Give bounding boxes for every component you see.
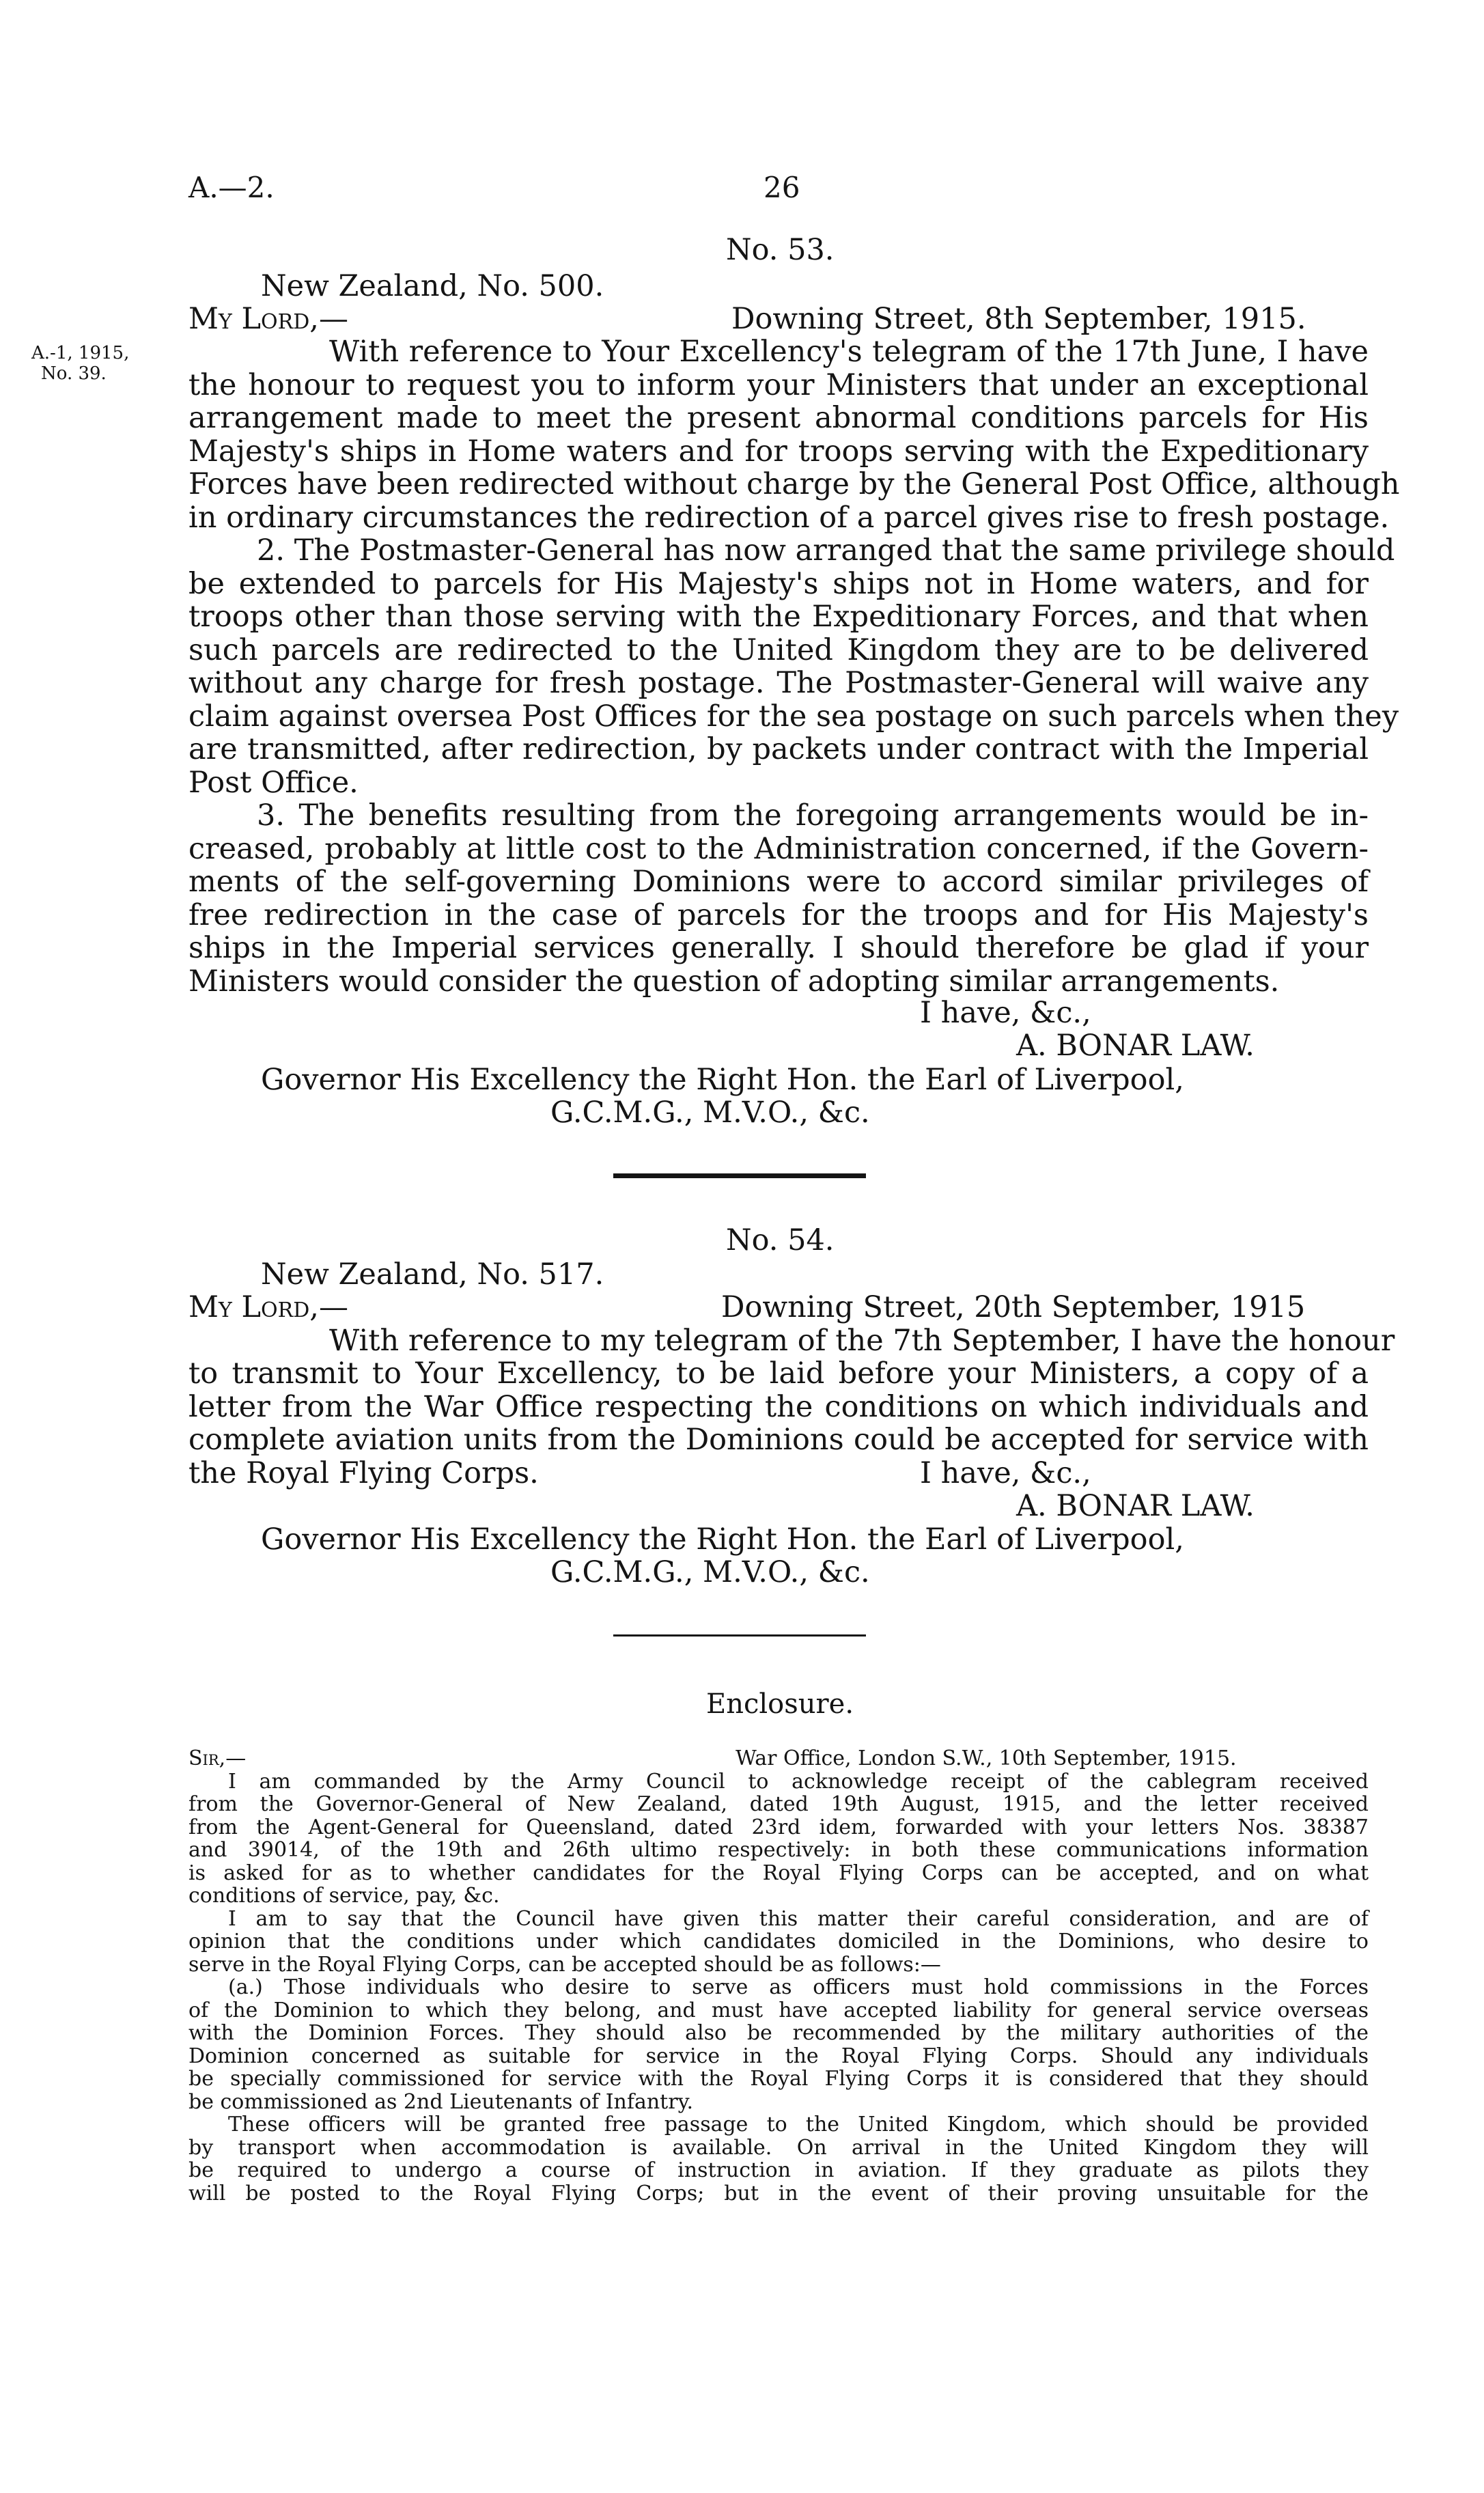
body-line: be commissioned as 2nd Lieutenants of Infantry.: [188, 2090, 694, 2114]
body-line: be extended to parcels for His Majesty's ships not in Home waters, and for: [188, 567, 1369, 601]
body-line: such parcels are redirected to the United Kingdom they are to be delivered: [188, 633, 1369, 667]
body-line: arrangement made to meet the present abnormal conditions parcels for His: [188, 401, 1369, 435]
margin-reference-line: A.-1, 1915,: [31, 343, 130, 363]
body-line: is asked for as to whether candidates for the Royal Flying Corps can be accepted, and on what: [188, 1861, 1369, 1885]
body-line: be required to undergo a course of instruction in aviation. If they graduate as pilots they: [188, 2158, 1369, 2182]
body-line: creased, probably at little cost to the Administration concerned, if the Govern-: [188, 832, 1369, 866]
body-line: the Royal Flying Corps.: [188, 1456, 539, 1490]
enclosure-salutation: Sir,—: [188, 1746, 247, 1770]
letter-54-reference: New Zealand, No. 517.: [261, 1257, 604, 1292]
body-line: by transport when accommodation is available. On arrival in the United Kingdom they will: [188, 2136, 1369, 2160]
letter-53-addressee-honours: G.C.M.G., M.V.O., &c.: [550, 1096, 870, 1130]
letter-54-place-date: Downing Street, 20th September, 1915: [721, 1290, 1306, 1324]
body-line: Ministers would consider the question of adopting similar arrangements.: [188, 964, 1280, 999]
page-number: 26: [764, 171, 800, 204]
letter-54-signature: A. BONAR LAW.: [1016, 1489, 1255, 1523]
body-line: Dominion concerned as suitable for service in the Royal Flying Corps. Should any individuals: [188, 2044, 1369, 2068]
body-line: from the Agent-General for Queensland, dated 23rd idem, forwarded with your letters Nos. 38387: [188, 1815, 1369, 1839]
body-line: in ordinary circumstances the redirection of a parcel gives rise to fresh postage.: [188, 501, 1390, 535]
letter-54-addressee-honours: G.C.M.G., M.V.O., &c.: [550, 1555, 870, 1589]
section-divider: [613, 1173, 866, 1178]
body-line: 3. The benefits resulting from the foregoing arrangements would be in-: [257, 798, 1369, 833]
body-line: conditions of service, pay, &c.: [188, 1884, 500, 1908]
body-line: free redirection in the case of parcels for the troops and for His Majesty's: [188, 898, 1369, 932]
body-line: without any charge for fresh postage. The Postmaster-General will waive any: [188, 666, 1369, 700]
enclosure-title: Enclosure.: [706, 1688, 854, 1720]
series-header: A.—2.: [188, 171, 275, 204]
body-line: Majesty's ships in Home waters and for troops serving with the Expeditionary: [188, 434, 1369, 469]
letter-53-addressee: Governor His Excellency the Right Hon. the Earl of Liverpool,: [261, 1063, 1184, 1097]
letter-54-number: No. 54.: [726, 1223, 835, 1257]
letter-53-number: No. 53.: [726, 233, 835, 267]
body-line: with the Dominion Forces. They should also be recommended by the military authorities of the: [188, 2021, 1369, 2045]
body-line: be specially commissioned for service with the Royal Flying Corps it is considered that they should: [188, 2067, 1369, 2091]
body-line: letter from the War Office respecting the conditions on which individuals and: [188, 1390, 1369, 1424]
letter-54-salutation: My Lord,—: [188, 1290, 348, 1324]
body-line: will be posted to the Royal Flying Corps; but in the event of their proving unsuitable for the: [188, 2182, 1369, 2205]
body-line: of the Dominion to which they belong, and must have accepted liability for general service overseas: [188, 1998, 1369, 2022]
letter-53-signature: A. BONAR LAW.: [1016, 1029, 1255, 1063]
body-line: 2. The Postmaster-General has now arranged that the same privilege should: [257, 533, 1395, 568]
body-line: ships in the Imperial services generally. I should therefore be glad if your: [188, 931, 1369, 965]
body-line: opinion that the conditions under which candidates domiciled in the Dominions, who desire to: [188, 1930, 1369, 1953]
body-line: and 39014, of the 19th and 26th ultimo respectively: in both these communications information: [188, 1838, 1369, 1862]
body-line: serve in the Royal Flying Corps, can be accepted should be as follows:—: [188, 1953, 941, 1977]
section-divider: [613, 1634, 866, 1637]
body-line: Post Office.: [188, 766, 359, 800]
margin-reference: [31, 343, 129, 384]
letter-53-place-date: Downing Street, 8th September, 1915.: [731, 302, 1306, 336]
margin-reference-line: No. 39.: [41, 363, 107, 384]
letter-54-addressee: Governor His Excellency the Right Hon. the Earl of Liverpool,: [261, 1522, 1184, 1557]
enclosure-place-date: War Office, London S.W., 10th September, 1915.: [736, 1746, 1237, 1770]
body-line: to transmit to Your Excellency, to be laid before your Ministers, a copy of a: [188, 1356, 1369, 1391]
body-line: complete aviation units from the Dominions could be accepted for service with: [188, 1423, 1369, 1457]
body-line: With reference to my telegram of the 7th September, I have the honour: [329, 1324, 1395, 1358]
body-line: I am commanded by the Army Council to acknowledge receipt of the cablegram received: [228, 1770, 1369, 1794]
body-line: With reference to Your Excellency's telegram of the 17th June, I have: [329, 335, 1369, 369]
body-line: the honour to request you to inform your Ministers that under an exceptional: [188, 368, 1369, 402]
body-line: are transmitted, after redirection, by packets under contract with the Imperial: [188, 732, 1369, 766]
body-line: I am to say that the Council have given this matter their careful consideration, and are of: [228, 1907, 1369, 1931]
letter-54-closing: I have, &c.,: [920, 1456, 1091, 1490]
letter-53-reference: New Zealand, No. 500.: [261, 269, 604, 303]
body-line: Forces have been redirected without charge by the General Post Office, although: [188, 467, 1400, 501]
letter-53-closing: I have, &c.,: [920, 996, 1091, 1030]
body-line: (a.) Those individuals who desire to serve as officers must hold commissions in the Forces: [228, 1975, 1369, 1999]
body-line: These officers will be granted free passage to the United Kingdom, which should be provided: [228, 2113, 1369, 2136]
body-line: from the Governor-General of New Zealand, dated 19th August, 1915, and the letter received: [188, 1792, 1369, 1816]
body-line: ments of the self-governing Dominions were to accord similar privileges of: [188, 865, 1369, 899]
body-line: claim against oversea Post Offices for the sea postage on such parcels when they: [188, 699, 1399, 734]
letter-53-salutation: My Lord,—: [188, 302, 348, 336]
body-line: troops other than those serving with the Expeditionary Forces, and that when: [188, 600, 1369, 634]
